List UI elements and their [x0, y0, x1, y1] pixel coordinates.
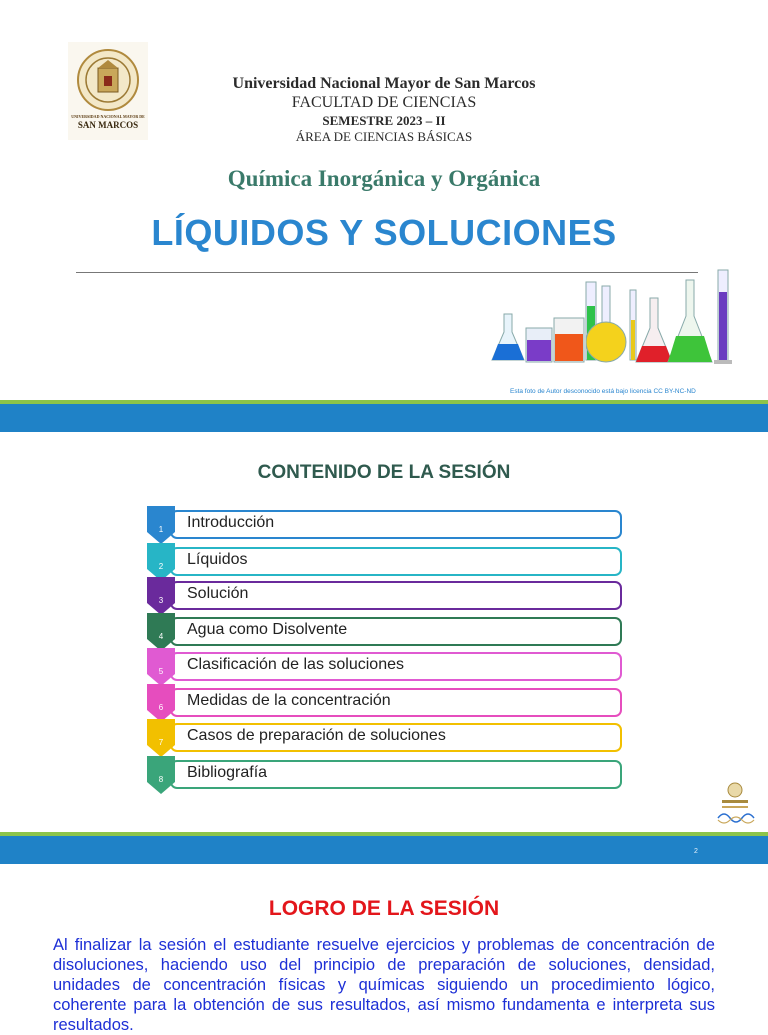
- achievement-text: Al finalizar la sesión el estudiante resuelve ejercicios y problemas de concentración de disoluciones, haciendo uso del principio de preparación de soluciones, densidad, unidades de concentración físicas y químicas siguiendo un procedimiento lógico, coherente para la obtención de sus resultados, así mismo fundamenta e interpreta sus resultados.: [53, 936, 715, 1034]
- chevron-number-icon: [147, 648, 177, 686]
- lab-glassware-illustration: [490, 262, 740, 374]
- contents-item[interactable]: [170, 652, 622, 681]
- chevron-number-icon: [147, 684, 177, 722]
- contents-item[interactable]: [170, 617, 622, 646]
- contents-item-label: Agua como Disolvente: [187, 621, 348, 638]
- university-logo: UNIVERSIDAD NACIONAL MAYOR DE SAN MARCOS: [68, 42, 148, 140]
- chevron-number-icon: [147, 613, 177, 651]
- chevron-number-icon: [147, 719, 177, 757]
- chevron-number-icon: [147, 756, 177, 794]
- faculty-crest-icon: [712, 780, 758, 826]
- item-number: 7: [158, 738, 164, 747]
- chevron-number-icon: [147, 577, 177, 615]
- contents-item-label: Medidas de la concentración: [187, 692, 391, 709]
- achievement-title: LOGRO DE LA SESIÓN: [268, 897, 500, 920]
- contents-title: CONTENIDO DE LA SESIÓN: [257, 462, 511, 483]
- contents-item[interactable]: [170, 581, 622, 610]
- chevron-number-icon: [147, 543, 177, 581]
- logo-caption: SAN MARCOS: [77, 120, 139, 130]
- slide-band: [0, 404, 768, 432]
- item-number: 3: [158, 596, 164, 605]
- contents-item-label: Introducción: [187, 514, 275, 531]
- contents-item-label: Solución: [187, 585, 249, 602]
- slide-band: [0, 836, 768, 864]
- faculty-logo: [712, 780, 758, 826]
- contents-item[interactable]: [170, 688, 622, 717]
- subject-title: Química Inorgánica y Orgánica: [227, 166, 541, 191]
- item-number: 8: [158, 775, 164, 784]
- area: ÁREA DE CIENCIAS BÁSICAS: [295, 129, 473, 144]
- item-number: 4: [158, 632, 164, 641]
- contents-item[interactable]: [170, 510, 622, 539]
- slide-title: LÍQUIDOS Y SOLUCIONES: [151, 212, 617, 253]
- faculty-name: FACULTAD DE CIENCIAS: [291, 94, 477, 111]
- contents-item-label: Casos de preparación de soluciones: [187, 727, 446, 744]
- item-number: 2: [158, 562, 164, 571]
- item-number: 5: [158, 667, 164, 676]
- contents-item[interactable]: [170, 547, 622, 576]
- contents-item-label: Bibliografía: [187, 764, 268, 781]
- contents-item-label: Líquidos: [187, 551, 248, 568]
- item-number: 1: [158, 525, 164, 534]
- semester: SEMESTRE 2023 – II: [322, 113, 446, 128]
- photo-credit[interactable]: Esta foto de Autor desconocido está bajo licencia CC BY-NC-ND: [510, 388, 696, 395]
- contents-item[interactable]: [170, 723, 622, 752]
- title-slide: [0, 0, 768, 405]
- chevron-number-icon: [147, 506, 177, 544]
- contents-item-label: Clasificación de las soluciones: [187, 656, 404, 673]
- item-number: 6: [158, 703, 164, 712]
- contents-item[interactable]: [170, 760, 622, 789]
- university-name: Universidad Nacional Mayor de San Marcos: [232, 75, 536, 92]
- page-number: 2: [694, 848, 698, 855]
